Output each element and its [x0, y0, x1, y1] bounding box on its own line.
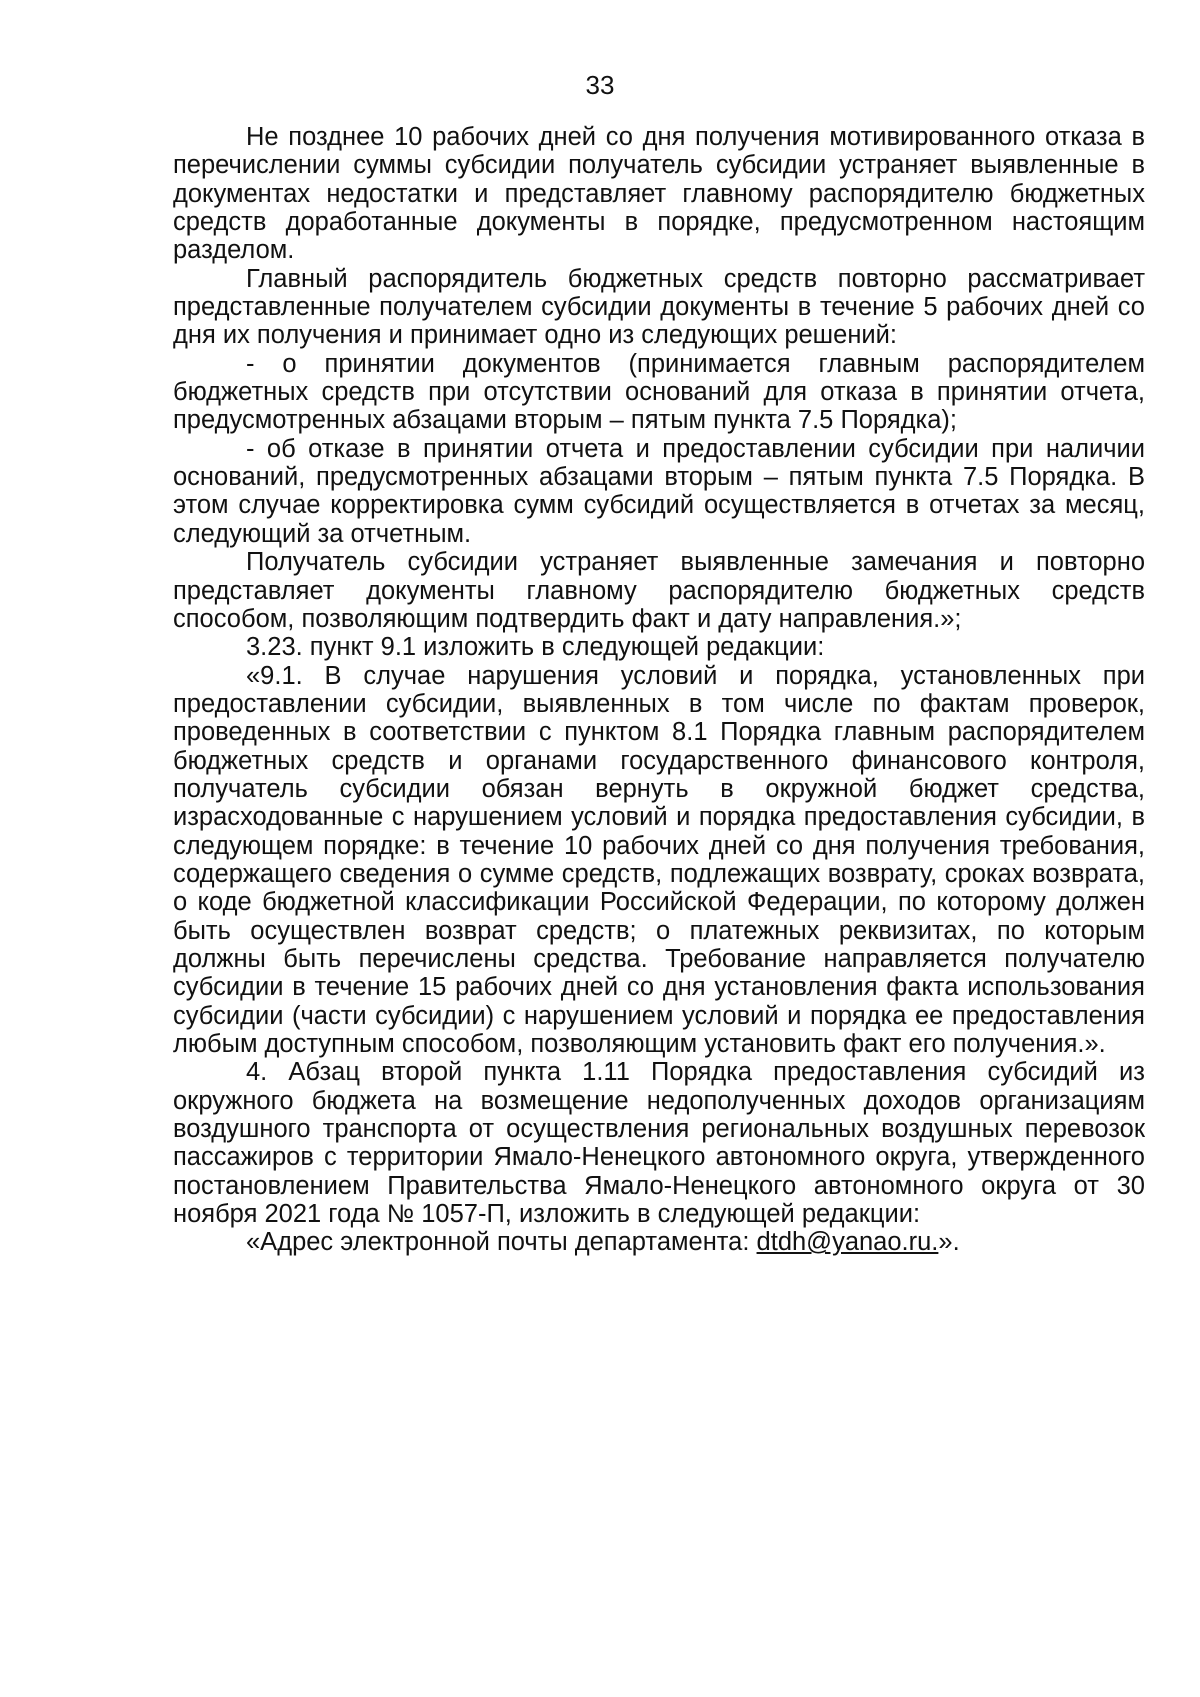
paragraph-decision-reject: - об отказе в принятии отчета и предоставлении субсидии при наличии оснований, предусмотренных абзацами вторым – пятым пункта 7.5 Порядка. В этом случае корректировка сумм субсидий осуществляется в отчетах за месяц, следующий за отчетным. — [173, 434, 1145, 548]
email-link[interactable]: dtdh@yanao.ru. — [756, 1228, 939, 1257]
paragraph-decision-accept: - о принятии документов (принимается главным распорядителем бюджетных средств при отсутствии оснований для отказа в принятии отчета, предусмотренных абзацами вторым – пятым пункта 7.5 Порядка); — [173, 349, 1145, 435]
page-number: 33 — [585, 70, 615, 100]
email-prefix: «Адрес электронной почты департамента: — [246, 1228, 757, 1257]
document-body — [173, 123, 1145, 1257]
paragraph-resubmission-deadline: Не позднее 10 рабочих дней со дня получения мотивированного отказа в перечислении суммы субсидии получатель субсидии устраняет выявленные в документах недостатки и представляет главному распорядителю бюджетных средств доработанные документы в порядке, предусмотренном настоящим разделом. — [173, 123, 1145, 265]
paragraph-clause-9-1: «9.1. В случае нарушения условий и порядка, установленных при предоставлении субсидии, выявленных в том числе по фактам проверок, проведенных в соответствии с пунктом 8.1 Порядка главным распорядителем бюджетных средств и органами государственного финансового контроля, получатель субсидии обязан вернуть в окружной бюджет средства, израсходованные с нарушением условий и порядка предоставления субсидии, в следующем порядке: в течение 10 рабочих дней со дня получения требования, содержащего сведения о сумме средств, подлежащих возврату, сроках возврата, о коде бюджетной классификации Российской Федерации, по которому должен быть осуществлен возврат средств; о платежных реквизитах, по которым должны быть перечислены средства. Требование направляется получателю субсидии в течение 15 рабочих дней со дня установления факта использования субсидии (части субсидии) с нарушением условий и порядка ее предоставления любым доступным способом, позволяющим установить факт его получения.». — [173, 661, 1145, 1058]
paragraph-item-4: 4. Абзац второй пункта 1.11 Порядка предоставления субсидий из окружного бюджета на возмещение недополученных доходов организациям воздушного транспорта от осуществления региональных воздушных перевозок пассажиров с территории Ямало-Ненецкого автономного округа, утвержденного постановлением Правительства Ямало-Ненецкого автономного округа от 30 ноября 2021 года № 1057-П, изложить в следующей редакции: — [173, 1058, 1145, 1229]
email-suffix: ». — [938, 1228, 960, 1257]
paragraph-item-3-23: 3.23. пункт 9.1 изложить в следующей редакции: — [246, 633, 825, 662]
paragraph-repeated-review: Главный распорядитель бюджетных средств повторно рассматривает представленные получателем субсидии документы в течение 5 рабочих дней со дня их получения и принимает одно из следующих решений: — [173, 264, 1145, 350]
paragraph-email-address — [173, 1228, 1145, 1256]
paragraph-recipient-corrects: Получатель субсидии устраняет выявленные замечания и повторно представляет документы главному распорядителю бюджетных средств способом, позволяющим подтвердить факт и дату направления.»; — [173, 548, 1145, 633]
